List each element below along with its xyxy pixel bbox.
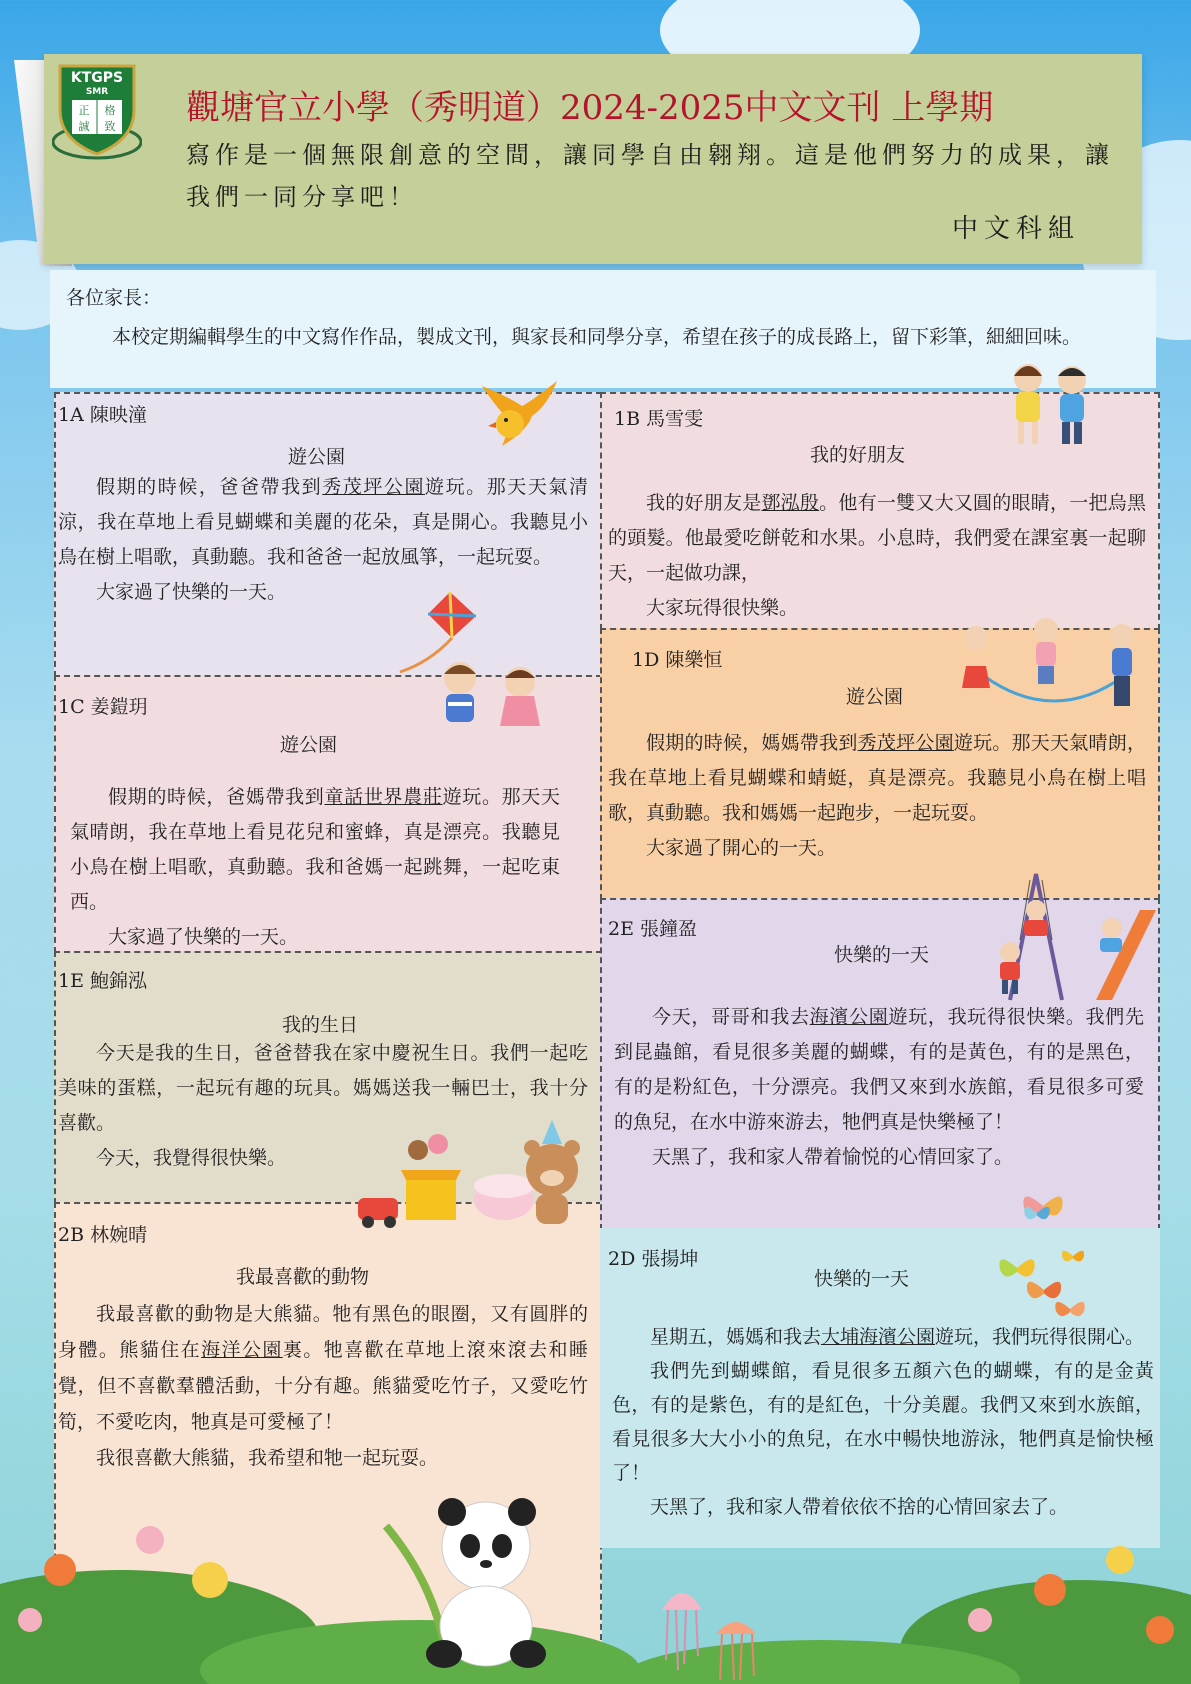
entry-class-name: 1C 姜鎧玥 — [58, 696, 148, 718]
department-signature: 中文科組 — [952, 214, 1081, 244]
entry-title: 我的生日 — [282, 1014, 359, 1036]
butterfly-icon — [1020, 1200, 1054, 1226]
entry-title: 遊公園 — [846, 686, 904, 708]
school-logo — [52, 62, 142, 162]
butterfly-icon — [1052, 1294, 1088, 1324]
entry-class-name: 1B 馬雪雯 — [614, 408, 704, 430]
butterfly-icon — [996, 1250, 1038, 1286]
logo-char: 格 — [104, 104, 116, 117]
entry-closing: 天黑了，我和家人帶着愉悦的心情回家了。 — [652, 1146, 1014, 1168]
page-subtitle: 寫作是一個無限創意的空間，讓同學自由翱翔。這是他們努力的成果，讓我們一同分享吧！ — [186, 141, 1114, 211]
entry-closing: 今天，我覺得很快樂。 — [96, 1147, 287, 1169]
butterfly-icon — [1060, 1244, 1086, 1268]
underlined-place: 海濱公園 — [809, 1006, 889, 1028]
child-jumping-icon — [990, 940, 1030, 996]
logo-char: 正 — [78, 104, 90, 117]
entry-closing: 大家過了快樂的一天。 — [108, 926, 299, 948]
underlined-place: 大埔海濱公園 — [821, 1326, 936, 1348]
entry-body: 我的好朋友是鄧泓殷。他有一雙又大又圓的眼睛，一把烏黑的頭髮。他最愛吃餅乾和水果。小息時，我們愛在課室裏一起聊天，一起做功課， 大家玩得很快樂。 — [608, 486, 1146, 626]
letter-greeting: 各位家長： — [66, 287, 162, 309]
entry-title: 遊公園 — [288, 446, 346, 468]
entry-class-name: 2B 林婉晴 — [58, 1224, 148, 1246]
flowers-icon — [0, 1440, 1191, 1684]
entry-title: 快樂的一天 — [834, 944, 930, 966]
logo-text: KTGPS — [70, 70, 124, 86]
bird-icon — [472, 376, 562, 456]
logo-char: 誠 — [78, 120, 90, 133]
kite-icon — [390, 592, 570, 748]
entry-body: 今天，哥哥和我去海濱公園遊玩，我玩得很快樂。我們先到昆蟲館，看見很多美麗的蝴蝶，有的是黃色，有的是黑色，有的是粉紅色，十分漂亮。我們又來到水族館，看見很多可愛的魚兒，在水中游來游去，牠們真是快樂極了！ 天黑了，我和家人帶着愉悦的心情回家了。 — [614, 1000, 1144, 1175]
jump-rope-icon — [954, 616, 1154, 714]
entry-closing: 大家過了快樂的一天。 — [96, 581, 287, 603]
entry-body: 假期的時候，爸爸帶我到秀茂坪公園遊玩。那天天氣清涼，我在草地上看見蝴蝶和美麗的花朵，真是開心。我聽見小鳥在樹上唱歌，真動聽。我和爸爸一起放風箏，一起玩耍。 大家過了快樂的一天。 — [58, 470, 588, 610]
underlined-place: 秀茂坪公園 — [857, 732, 954, 754]
entry-body: 假期的時候，爸媽帶我到童話世界農莊遊玩。那天天氣晴朗，我在草地上看見花兒和蜜蜂，真是漂亮。我聽見小鳥在樹上唱歌，真動聽。我和爸媽一起跳舞，一起吃東西。 大家過了快樂的一天。 — [70, 780, 560, 955]
entry-title: 遊公園 — [280, 734, 338, 756]
entry-closing: 天黑了，我和家人帶着依依不捨的心情回家去了。 — [650, 1496, 1069, 1518]
gift-bear-icon — [356, 1120, 592, 1230]
logo-char: 致 — [104, 120, 116, 133]
underlined-place: 海洋公園 — [201, 1339, 283, 1361]
jellyfish-icon — [656, 1580, 766, 1684]
entry-body: 假期的時候，媽媽帶我到秀茂坪公園遊玩。那天天氣晴朗，我在草地上看見蝴蝶和蜻蜓，真是漂亮。我聽見小鳥在樹上唱歌，真動聽。我和媽媽一起跑步，一起玩耍。 大家過了開心的一天。 — [608, 726, 1146, 866]
page-title: 觀塘官立小學（秀明道）2024-2025中文文刊 上學期 — [186, 88, 994, 128]
entry-title: 我的好朋友 — [810, 444, 906, 466]
underlined-place: 童話世界農莊 — [324, 786, 443, 808]
entry-title: 我最喜歡的動物 — [236, 1266, 370, 1288]
kids-icon — [1000, 356, 1100, 452]
entry-class-name: 2E 張鐘盈 — [608, 918, 697, 940]
logo-sub: SMR — [85, 87, 109, 97]
underlined-place: 秀茂坪公園 — [322, 476, 426, 498]
entry-closing: 大家玩得很快樂。 — [646, 597, 799, 619]
entry-title: 快樂的一天 — [814, 1268, 910, 1290]
entry-class-name: 1D 陳樂恒 — [632, 649, 723, 671]
underlined-name: 鄧泓殷 — [761, 492, 820, 514]
entry-body: 今天是我的生日，爸爸替我在家中慶祝生日。我們一起吃美味的蛋糕，一起玩有趣的玩具。媽媽送我一輛巴士，我十分喜歡。 今天，我覺得很快樂。 — [58, 1036, 588, 1176]
entry-body: 我最喜歡的動物是大熊貓。牠有黑色的眼圈，又有圓胖的身體。熊貓住在海洋公園裏。牠喜歡在草地上滾來滾去和睡覺，但不喜歡羣體活動，十分有趣。熊貓愛吃竹子，又愛吃竹筍，不愛吃肉，牠真是可愛極了！ 我很喜歡大熊貓，我希望和牠一起玩耍。 — [58, 1296, 588, 1476]
entry-class-name: 1A 陳映潼 — [58, 404, 147, 426]
entry-class-name: 1E 鮑錦泓 — [58, 970, 147, 992]
entry-body: 星期五，媽媽和我去大埔海濱公園遊玩，我們玩得很開心。 我們先到蝴蝶館，看見很多五顏六色的蝴蝶，有的是金黃色，有的是紫色，有的是紅色，十分美麗。我們又來到水族館，看見很多大大小小的魚兒，在水中暢快地游泳，牠們真是愉快極了！ 天黑了，我和家人帶着依依不捨的心情回家去了。 — [612, 1320, 1154, 1524]
entry-closing: 大家過了開心的一天。 — [646, 837, 837, 859]
panda-icon — [376, 1486, 572, 1676]
entry-class-name: 2D 張揚坤 — [608, 1248, 699, 1270]
entry-closing: 我很喜歡大熊貓，我希望和牠一起玩耍。 — [96, 1447, 439, 1469]
letter-body: 本校定期編輯學生的中文寫作作品，製成文刊，與家長和同學分享，希望在孩子的成長路上，留下彩筆，細細回味。 — [112, 326, 1082, 348]
